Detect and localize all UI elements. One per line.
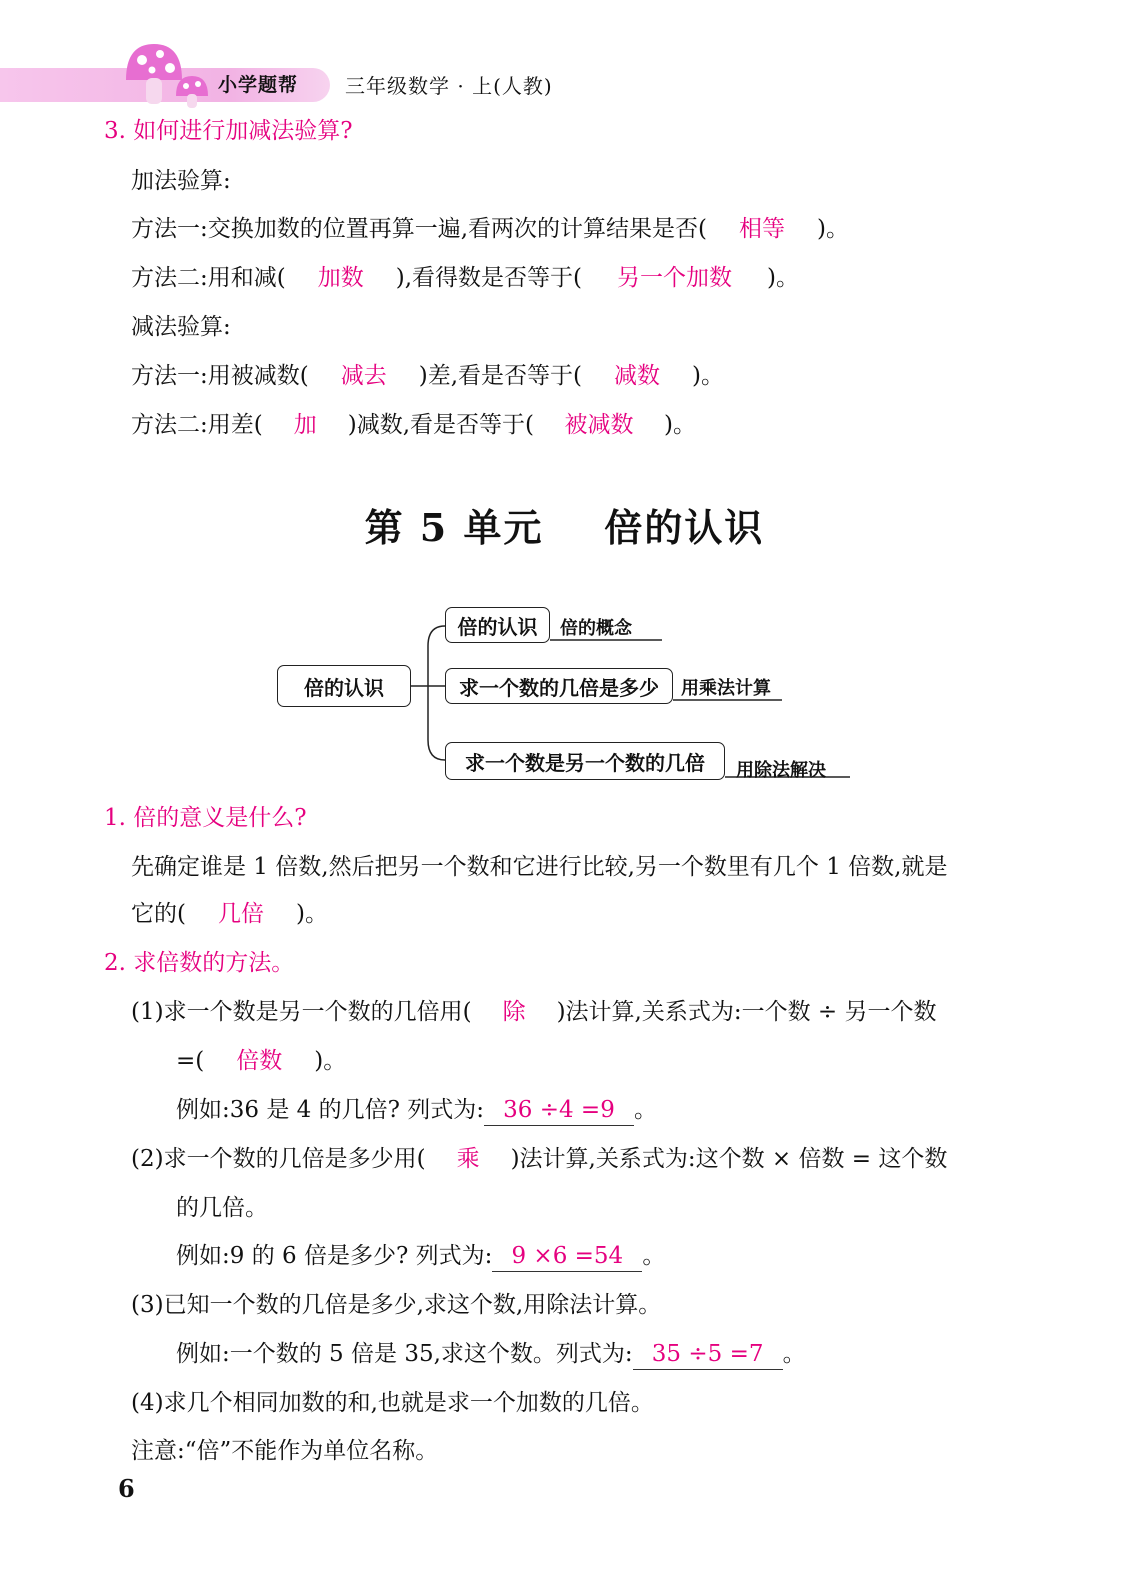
s2-p4: (4)求几个相同加数的和,也就是求一个加数的几倍。 [131, 1390, 654, 1416]
text: 例如:9 的 6 倍是多少? 列式为: [176, 1243, 493, 1269]
s1-title: 1. 倍的意义是什么? [104, 805, 307, 831]
s2-p1-cont [176, 1046, 346, 1076]
answer: 减数 [614, 363, 660, 389]
book-title: 三年级数学 · 上(人教) [345, 74, 553, 98]
s1-line2 [131, 899, 328, 929]
text: (1)求一个数是另一个数的几倍用( [131, 999, 472, 1025]
s2-p2-cont: 的几倍。 [176, 1195, 268, 1221]
mindmap-branch1: 倍的认识 [445, 607, 550, 643]
answer: 倍数 [236, 1048, 283, 1074]
s1-line1: 先确定谁是 1 倍数,然后把另一个数和它进行比较,另一个数里有几个 1 倍数,就是 [131, 854, 948, 880]
q3-title: 3. 如何进行加减法验算? [104, 118, 353, 144]
text: ),看得数是否等于( [395, 265, 582, 291]
s2-title: 2. 求倍数的方法。 [104, 950, 295, 976]
text: 方法二:用和减( [131, 265, 286, 291]
text: )。 [314, 1048, 347, 1074]
mindmap-branch1-note: 倍的概念 [560, 618, 632, 639]
answer: 9 ×6 =54 [492, 1241, 642, 1272]
answer: 减去 [340, 363, 387, 389]
q3-sub-label: 减法验算: [131, 314, 231, 340]
text: 方法一:用被减数( [131, 363, 309, 389]
text: 例如:一个数的 5 倍是 35,求这个数。列式为: [176, 1341, 633, 1367]
mindmap-branch3: 求一个数是另一个数的几倍 [445, 742, 725, 780]
q3-add-label: 加法验算: [131, 168, 231, 194]
text: )减数,看是否等于( [347, 412, 534, 438]
answer: 另一个加数 [617, 265, 732, 291]
text: )法计算,关系式为:这个数 × 倍数 = 这个数 [510, 1146, 948, 1172]
text: )。 [664, 412, 696, 438]
answer: 加数 [317, 265, 364, 291]
text: 方法一:交换加数的位置再算一遍,看两次的计算结果是否( [131, 216, 708, 242]
text: )差,看是否等于( [418, 363, 582, 389]
text: =( [176, 1048, 205, 1074]
text: )。 [692, 363, 724, 389]
s2-p1 [131, 997, 937, 1027]
text: )。 [767, 265, 799, 291]
s2-note: 注意:“倍”不能作为单位名称。 [131, 1438, 439, 1464]
s2-p3: (3)已知一个数的几倍是多少,求这个数,用除法计算。 [131, 1292, 662, 1318]
mindmap-branch2: 求一个数的几倍是多少 [445, 668, 673, 704]
text: )法计算,关系式为:一个数 ÷ 另一个数 [556, 999, 937, 1025]
answer: 相等 [739, 216, 786, 242]
text: 。 [782, 1341, 806, 1367]
answer: 35 ÷5 =7 [633, 1339, 783, 1370]
answer: 除 [502, 999, 526, 1025]
answer: 加 [293, 412, 317, 438]
text: 。 [633, 1097, 657, 1123]
answer: 36 ÷4 =9 [484, 1095, 634, 1126]
unit-title: 第 5 单元 倍的认识 [364, 505, 765, 550]
text: (2)求一个数的几倍是多少用( [131, 1146, 426, 1172]
text: 方法二:用差( [131, 412, 263, 438]
s2-p2-example [176, 1241, 665, 1272]
mindmap-branch2-note: 用乘法计算 [681, 678, 771, 699]
text: )。 [295, 901, 328, 927]
s2-p3-example [176, 1339, 806, 1370]
s2-p2 [131, 1144, 947, 1174]
answer: 乘 [456, 1146, 480, 1172]
page-number: 6 [118, 1474, 135, 1503]
text: )。 [817, 216, 850, 242]
mindmap-root: 倍的认识 [277, 665, 411, 707]
text: 例如:36 是 4 的几倍? 列式为: [176, 1097, 484, 1123]
answer: 被减数 [564, 412, 634, 438]
s2-p1-example [176, 1095, 657, 1126]
answer: 几倍 [217, 901, 264, 927]
mindmap-branch3-note: 用除法解决 [736, 760, 826, 781]
brand-text: 小学题帮 [218, 74, 299, 96]
text: 。 [642, 1243, 666, 1269]
text: 它的( [131, 901, 186, 927]
